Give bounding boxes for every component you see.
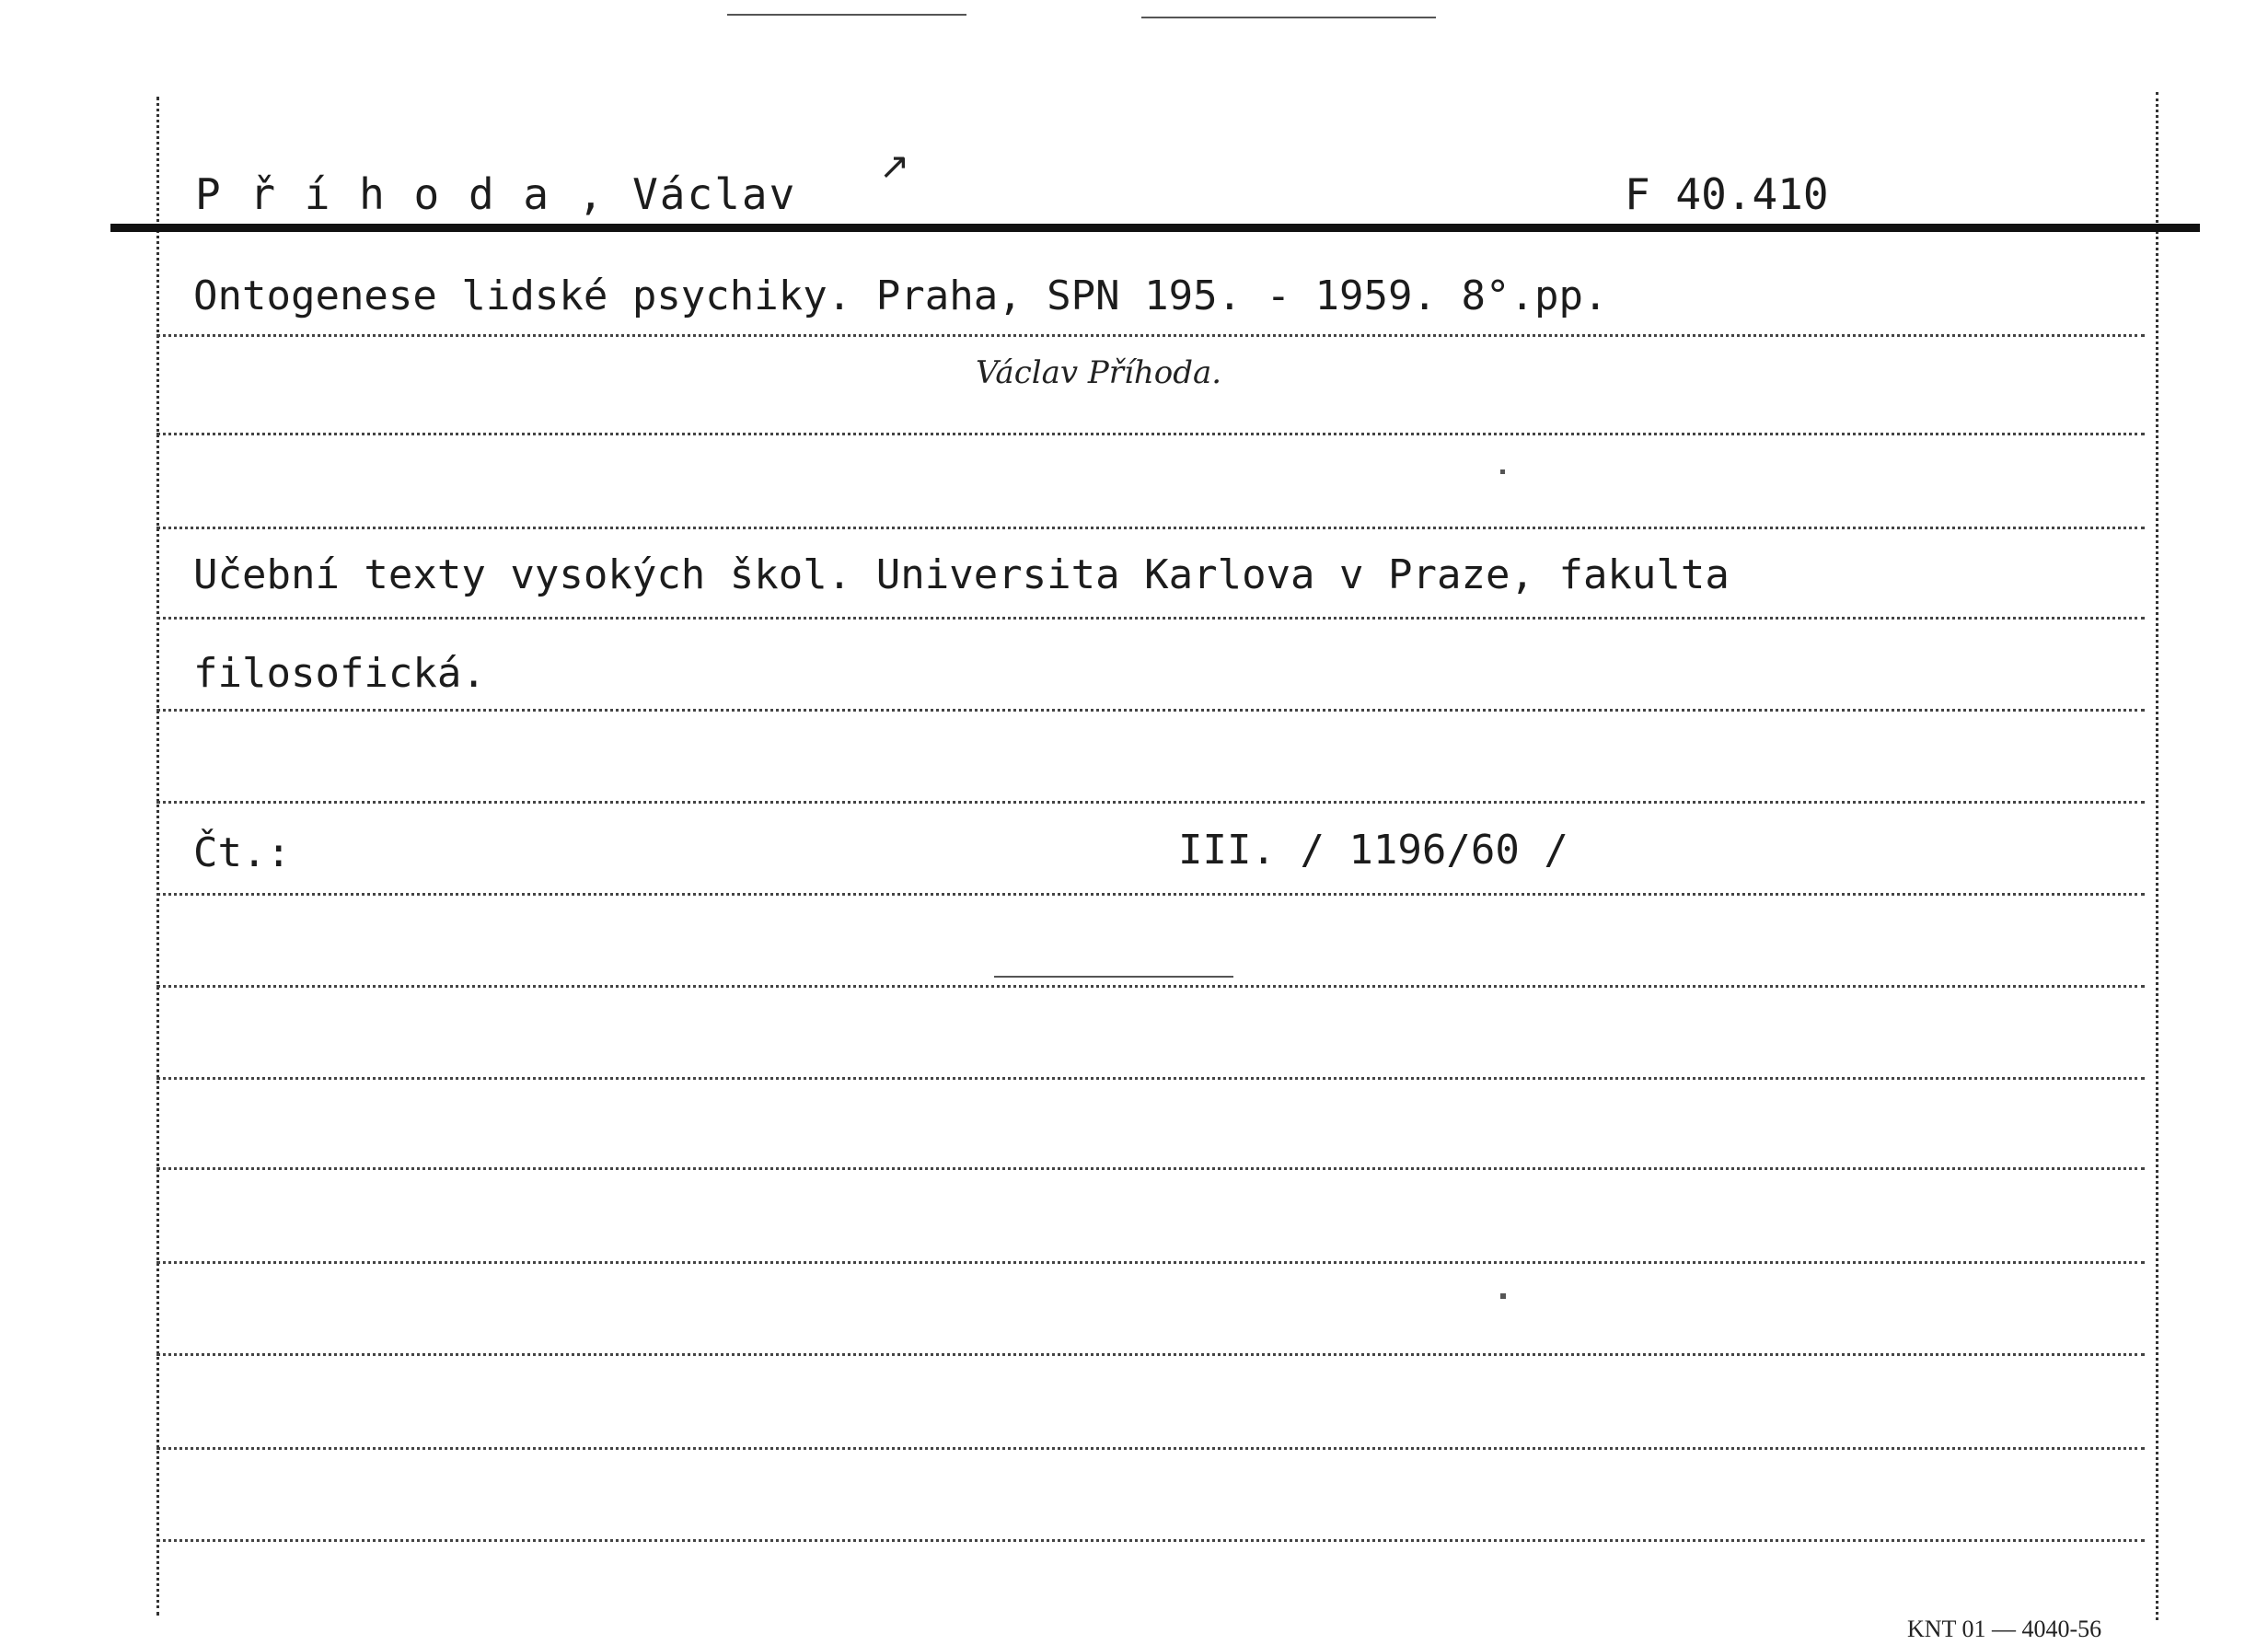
- shelfmark: F 40.410: [1625, 169, 1829, 219]
- record-number: III. / 1196/60 /: [1178, 827, 1568, 874]
- ruled-line: [156, 985, 2145, 988]
- ruled-line: [156, 527, 2145, 529]
- ruled-line: [156, 334, 2145, 337]
- handwritten-note: Václav Příhoda.: [976, 354, 1222, 391]
- ruled-line: [156, 1261, 2145, 1264]
- left-border: [156, 97, 159, 1616]
- card-footer: KNT 01 — 4040-56: [1907, 1616, 2102, 1642]
- series-line-1: Učební texty vysokých škol. Universita Karlova v Praze, fakulta: [193, 551, 1730, 598]
- scan-speck: [1500, 1293, 1506, 1299]
- ruled-line: [156, 1077, 2145, 1080]
- right-border: [2156, 92, 2158, 1620]
- ruled-line: [156, 1539, 2145, 1542]
- reader-label: Čt.:: [193, 829, 291, 876]
- author-name: P ř í h o d a , Václav: [195, 169, 797, 219]
- scan-speck: [727, 14, 966, 16]
- ruled-line: [156, 709, 2145, 712]
- scan-speck: [994, 976, 1233, 978]
- ruled-line: [156, 433, 2145, 435]
- ruled-line: [156, 1353, 2145, 1356]
- scan-speck: [1500, 469, 1505, 474]
- ruled-line: [156, 1167, 2145, 1170]
- ruled-line: [156, 801, 2145, 804]
- correction-mark: ↗: [879, 145, 910, 188]
- title-entry: Ontogenese lidské psychiky. Praha, SPN 195. - 1959. 8°.pp.: [193, 272, 1608, 319]
- scan-speck: [1141, 17, 1436, 18]
- header-rule: [110, 224, 2200, 232]
- series-line-2: filosofická.: [193, 650, 486, 697]
- ruled-line: [156, 1447, 2145, 1450]
- ruled-line: [156, 893, 2145, 896]
- ruled-line: [156, 617, 2145, 620]
